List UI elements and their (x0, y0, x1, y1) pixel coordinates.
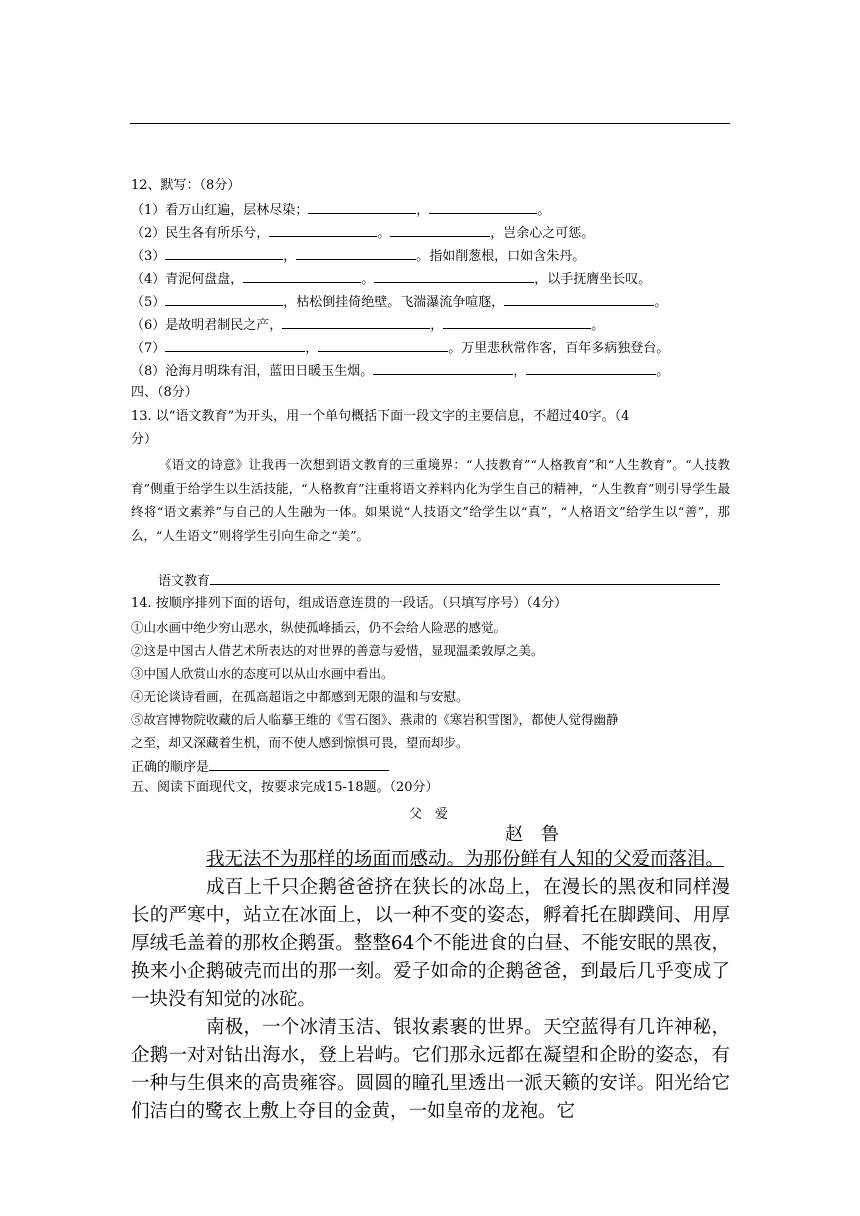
q12-line-6: （6）是故明君制民之产， ， 。 (131, 318, 605, 333)
answer-blank[interactable] (429, 201, 537, 214)
q12-line-5: （5） ，枯松倒挂倚绝壁。飞湍瀑流争喧豗， 。 (131, 295, 668, 310)
answer-label: 正确的顺序是 (131, 760, 210, 775)
answer-blank[interactable] (526, 362, 656, 375)
q14-item-5-cont: 之至，却又深藏着生机，而不使人感到惊惧可畏，望而却步。 (131, 735, 469, 750)
answer-blank[interactable] (296, 247, 416, 260)
q12-line-1: （1）看万山红遍，层林尽染； ， 。 (131, 203, 551, 218)
q13-answer-line (158, 572, 720, 590)
answer-blank[interactable] (209, 758, 389, 771)
essay-title: 父 爱 (409, 807, 449, 822)
answer-blank[interactable] (269, 224, 377, 237)
q12-line-8: （8）沧海月明珠有泪，蓝田日暖玉生烟。 ， 。 (131, 364, 670, 379)
section-4-title: 四、（8分） (131, 385, 198, 400)
answer-blank[interactable] (374, 270, 534, 283)
answer-blank[interactable] (165, 247, 283, 260)
essay-paragraph-3: 南极，一个冰清玉洁、银妆素裹的世界。天空蓝得有几许神秘，企鹅一对对钻出海水，登上岩屿。它们那永远都在凝望和企盼的姿态，有一种与生俱来的高贵雍容。圆圆的瞳孔里透出一派天籁的安详。阳光给它们洁白的鹭衣上敷上夺目的金黄，一如皇帝的龙袍。它 (131, 1017, 730, 1122)
q14-item-4: ④无论谈诗看画，在孤高超诣之中都感到无限的温和与安慰。 (131, 689, 469, 704)
answer-blank[interactable] (210, 572, 720, 585)
answer-blank[interactable] (308, 201, 416, 214)
answer-blank[interactable] (373, 362, 513, 375)
answer-blank[interactable] (165, 293, 283, 306)
q13-title: 13. 以“语文教育”为开头，用一个单句概括下面一段文字的主要信息，不超过40字。（4 (131, 409, 630, 424)
section-5-title: 五、阅读下面现代文，按要求完成15-18题。（20分） (131, 780, 439, 795)
q12-line-3: （3） ， 。指如削葱根，口如含朱丹。 (131, 249, 586, 264)
essay-body (131, 846, 730, 1126)
q12-line-7: （7） ， 。万里悲秋常作客，百年多病独登台。 (131, 341, 670, 356)
answer-blank[interactable] (165, 339, 305, 352)
q13-title-cont: 分） (131, 432, 158, 447)
essay-paragraph-1: 我无法不为那样的场面而感动。为那份鲜有人知的父爱而落泪。 (206, 849, 725, 870)
answer-blank[interactable] (504, 293, 654, 306)
essay-paragraph-2: 成百上千只企鹅爸爸挤在狭长的冰岛上，在漫长的黑夜和同样漫长的严寒中，站立在冰面上，以一种不变的姿态，孵着托在脚蹼间、用厚厚绒毛盖着的那枚企鹅蛋。整整64个不能进食的白昼、不能安眠的黑夜，换来小企鹅破壳而出的那一刻。爱子如命的企鹅爸爸，到最后几乎变成了一块没有知觉的冰砣。 (131, 877, 730, 1010)
q14-item-1: ①山水画中绝少穷山恶水，纵使孤峰插云，仍不会给人险恶的感觉。 (131, 620, 507, 635)
header-rule (130, 123, 730, 124)
answer-blank[interactable] (390, 224, 490, 237)
answer-blank[interactable] (243, 270, 361, 283)
answer-label: 语文教育 (158, 574, 211, 589)
q14-item-3: ③中国人欣赏山水的态度可以从山水画中看出。 (131, 666, 394, 681)
q12-line-4: （4）青泥何盘盘， 。 ，以手抚膺坐长叹。 (131, 272, 652, 287)
q14-answer-line (131, 758, 389, 776)
q13-passage: 《语文的诗意》让我再一次想到语文教育的三重境界：“人技教育”“人格教育”和“人生教育”。“人技教育”侧重于给学生以生活技能，“人格教育”注重将语文养料内化为学生自己的精神，“人生教育”则引导学生最终将“语文素养”与自己的人生融为一体。如果说“人技语文”给学生以“真”，“人格语文”给学生以“善”，那么，“人生语文”则将学生引向生命之“美”。 (131, 457, 730, 543)
essay-author: 赵 鲁 (505, 824, 559, 845)
q14-item-2: ②这是中国古人借艺术所表达的对世界的善意与爱惜，显现温柔敦厚之美。 (131, 643, 544, 658)
q14-title: 14. 按顺序排列下面的语句，组成语意连贯的一段话。（只填写序号）（4分） (131, 596, 568, 611)
answer-blank[interactable] (443, 316, 591, 329)
q12-title: 12、默写：（8分） (131, 178, 241, 193)
answer-blank[interactable] (318, 339, 448, 352)
answer-blank[interactable] (282, 316, 430, 329)
q12-line-2: （2）民生各有所乐兮， 。 ，岂余心之可惩。 (131, 226, 595, 241)
q14-item-5: ⑤故宫博物院收藏的后人临摹王维的《雪石图》、燕肃的《寒岩积雪图》，都使人觉得幽静 (131, 712, 619, 727)
